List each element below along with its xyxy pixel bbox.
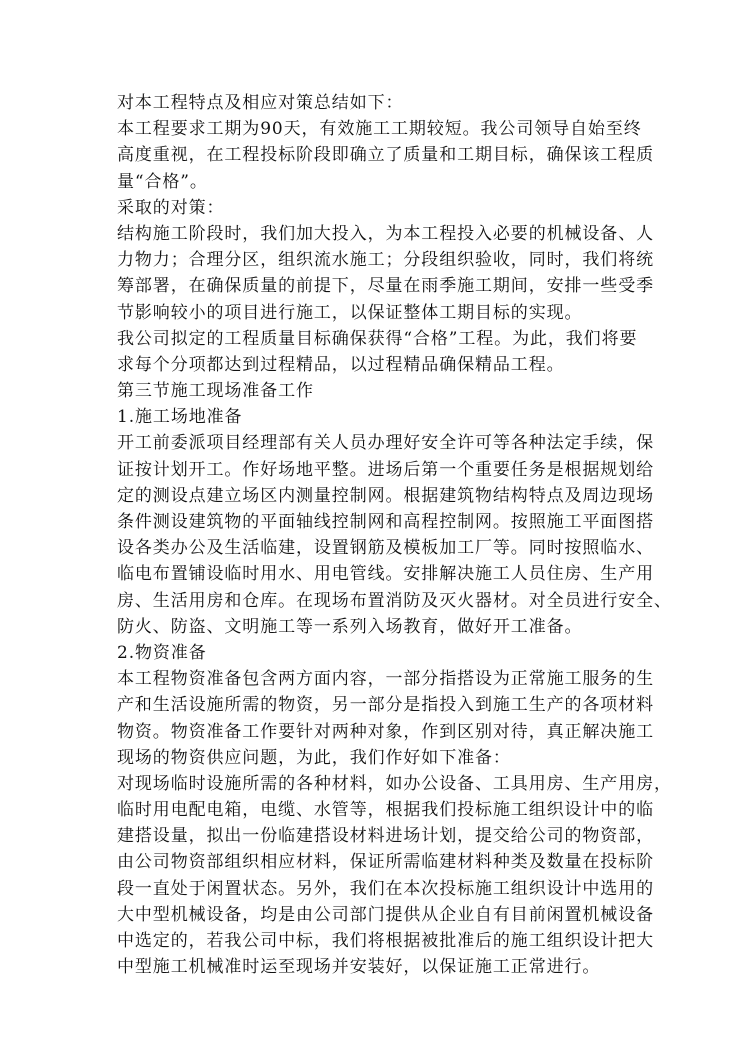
text-line: 高度重视，在工程投标阶段即确立了质量和工期目标，确保该工程质 (117, 145, 654, 166)
text-line: 大中型机械设备，均是由公司部门提供从企业自有目前闲置机械设备 (117, 904, 654, 925)
text-line: 我公司拟定的工程质量目标确保获得“合格”工程。为此，我们将要 (117, 328, 638, 349)
text-line: 产和生活设施所需的物资，另一部分是指投入到施工生产的各项材料 (117, 695, 654, 716)
text-line: 本工程物资准备包含两方面内容，一部分指搭设为正常施工服务的生 (117, 669, 654, 690)
text-line: 筹部署，在确保质量的前提下，尽量在雨季施工期间，安排一些受季 (117, 276, 654, 297)
text-line: 结构施工阶段时，我们加大投入，为本工程投入必要的机械设备、人 (117, 223, 654, 244)
text-line: 采取的对策： (117, 197, 225, 218)
text-line: 临时用电配电箱，电缆、水管等，根据我们投标施工组织设计中的临 (117, 800, 654, 821)
text-line: 段一直处于闲置状态。另外，我们在本次投标施工组织设计中选用的 (117, 878, 654, 899)
text-line: 条件测设建筑物的平面轴线控制网和高程控制网。按照施工平面图搭 (117, 512, 654, 532)
text-line: 防火、防盗、文明施工等一系列入场教育，做好开工准备。 (117, 616, 583, 637)
subsection-heading: 2.物资准备 (117, 642, 207, 663)
text-line: 证按计划开工。作好场地平整。进场后第一个重要任务是根据规划给 (117, 459, 654, 480)
text-line: 节影响较小的项目进行施工，以保证整体工期目标的实现。 (117, 302, 583, 323)
text-line: 对本工程特点及相应对策总结如下： (117, 93, 404, 113)
text-line: 量“合格”。 (117, 171, 208, 192)
text-line: 定的测设点建立场区内测量控制网。根据建筑物结构特点及周边现场 (117, 485, 654, 506)
text-line: 设各类办公及生活临建，设置钢筋及模板加工厂等。同时按照临水、 (117, 538, 654, 559)
text-line: 临电布置铺设临时用水、用电管线。安排解决施工人员住房、生产用 (117, 564, 654, 585)
text-line: 中型施工机械准时运至现场并安装好，以保证施工正常进行。 (117, 957, 601, 978)
text-line: 物资。物资准备工作要针对两种对象，作到区别对待，真正解决施工 (117, 721, 654, 742)
document-page (117, 90, 672, 980)
text-line: 现场的物资供应问题，为此，我们作好如下准备： (117, 747, 511, 768)
text-line: 对现场临时设施所需的各种材料，如办公设备、工具用房、生产用房， (117, 773, 672, 794)
text-line: 房、生活用房和仓库。在现场布置消防及灭火器材。对全员进行安全、 (117, 590, 672, 611)
text-line: 建搭设量，拟出一份临建搭设材料进场计划，提交给公司的物资部， (117, 826, 654, 847)
text-line: 由公司物资部组织相应材料，保证所需临建材料种类及数量在投标阶 (117, 852, 654, 873)
text-line: 中选定的，若我公司中标，我们将根据被批准后的施工组织设计把大 (117, 931, 654, 951)
text-line: 求每个分项都达到过程精品，以过程精品确保精品工程。 (117, 354, 565, 375)
text-line: 开工前委派项目经理部有关人员办理好安全许可等各种法定手续，保 (117, 433, 654, 454)
subsection-heading: 1.施工场地准备 (117, 407, 243, 428)
text-line: 力物力；合理分区，组织流水施工；分段组织验收，同时，我们将统 (117, 250, 654, 271)
section-heading: 第三节施工现场准备工作 (117, 381, 314, 402)
text-line: 本工程要求工期为90天，有效施工工期较短。我公司领导自始至终 (117, 119, 642, 140)
